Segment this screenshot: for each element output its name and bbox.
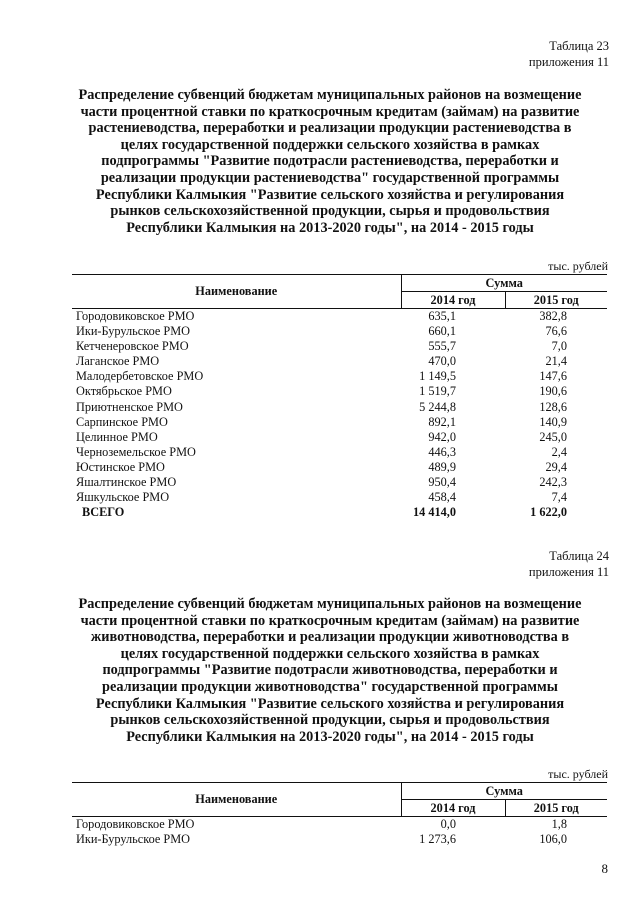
amount-2014: 0,0 <box>440 817 456 831</box>
amount-2014: 1 149,5 <box>419 369 456 384</box>
amount-2015: 382,8 <box>539 309 567 323</box>
appendix-ref: приложения 11 <box>528 55 609 69</box>
amount-2015: 1,8 <box>551 817 567 831</box>
amount-2015: 21,4 <box>545 354 567 369</box>
table-24-label <box>529 548 609 580</box>
table-row <box>72 309 607 325</box>
title-line: Республики Калмыкия "Развитие сельского хозяйства и регулирования <box>95 695 565 712</box>
total-2015: 1 622,0 <box>530 505 567 520</box>
table-number: Таблица 23 <box>549 39 609 53</box>
table-row <box>72 400 607 415</box>
page-number: 8 <box>601 861 608 876</box>
title-line: Республики Калмыкия на 2013-2020 годы", на 2014 - 2015 годы <box>126 219 534 236</box>
table-number: Таблица 24 <box>549 549 609 563</box>
title-line: реализации продукции животноводства" государственной программы <box>102 678 558 695</box>
amount-2014: 635,1 <box>428 309 456 323</box>
column-header-2014: 2014 год <box>401 292 505 309</box>
district-name: Яшкульское РМО <box>76 490 170 505</box>
title-line: рынков сельскохозяйственной продукции, сырья и продовольствия <box>110 203 550 220</box>
district-name: Черноземельское РМО <box>76 444 196 459</box>
table-23-label <box>529 38 609 70</box>
amount-2014: 555,7 <box>428 339 456 354</box>
table-row <box>72 324 607 339</box>
amount-2015: 242,3 <box>539 475 567 490</box>
district-name: Кетченеровское РМО <box>76 339 189 354</box>
units-label: тыс. рублей <box>548 767 608 781</box>
title-line: растениеводства, переработки и реализации продукции растениеводства в <box>88 120 572 137</box>
district-name: Юстинское РМО <box>76 459 165 474</box>
district-name: Яшалтинское РМО <box>76 475 177 490</box>
amount-2014: 1 273,6 <box>419 832 456 847</box>
district-name: Сарпинское РМО <box>76 414 168 429</box>
table-row <box>72 369 607 384</box>
district-name: Октябрьское РМО <box>76 384 172 399</box>
table-row <box>72 445 607 460</box>
amount-2015: 245,0 <box>539 429 567 444</box>
amount-2015: 147,6 <box>539 369 567 384</box>
amount-2015: 140,9 <box>539 414 567 429</box>
amount-2015: 106,0 <box>539 832 567 847</box>
column-header-2015: 2015 год <box>505 292 607 309</box>
title-line: животноводства, переработки и реализации продукции животноводства в <box>90 629 570 646</box>
amount-2014: 470,0 <box>428 354 456 369</box>
table-23 <box>72 274 607 520</box>
column-header-sum: Сумма <box>401 783 607 800</box>
amount-2014: 458,4 <box>428 490 456 505</box>
amount-2014: 660,1 <box>428 324 456 339</box>
amount-2014: 892,1 <box>428 414 456 429</box>
table-23-title <box>60 87 600 236</box>
district-name: Приютненское РМО <box>76 399 183 414</box>
title-line: целях государственной поддержки сельского хозяйства в рамках <box>120 136 540 153</box>
appendix-ref: приложения 11 <box>528 565 609 579</box>
district-name: Целинное РМО <box>76 429 158 444</box>
title-line: Республики Калмыкия "Развитие сельского хозяйства и регулирования <box>95 186 565 203</box>
units-label: тыс. рублей <box>548 259 608 273</box>
title-line: Республики Калмыкия на 2013-2020 годы", на 2014 - 2015 годы <box>126 728 534 745</box>
table-row <box>72 490 607 505</box>
table-row <box>72 339 607 354</box>
title-line: подпрограммы "Развитие подотрасли животноводства, переработки и <box>102 662 558 679</box>
district-name: Городовиковское РМО <box>76 309 195 323</box>
table-row <box>72 384 607 399</box>
total-row <box>72 505 607 520</box>
district-name: Лаганское РМО <box>76 354 160 369</box>
amount-2015: 7,0 <box>551 339 567 354</box>
amount-2015: 128,6 <box>539 399 567 414</box>
amount-2014: 489,9 <box>428 459 456 474</box>
title-line: реализации продукции растениеводства" государственной программы <box>100 169 560 186</box>
total-2014: 14 414,0 <box>412 505 456 520</box>
table-row <box>72 475 607 490</box>
table-24-title <box>60 596 600 745</box>
column-header-name: Наименование <box>72 783 401 817</box>
column-header-sum: Сумма <box>401 275 607 292</box>
amount-2015: 7,4 <box>551 490 567 505</box>
amount-2014: 950,4 <box>428 475 456 490</box>
district-name: Городовиковское РМО <box>76 817 195 831</box>
district-name: Малодербетовское РМО <box>76 369 204 384</box>
title-line: подпрограммы "Развитие подотрасли растениеводства, переработки и <box>101 153 559 170</box>
table-row <box>72 430 607 445</box>
amount-2014: 446,3 <box>428 444 456 459</box>
title-line: целях государственной поддержки сельского хозяйства в рамках <box>120 645 540 662</box>
total-label: ВСЕГО <box>82 505 125 520</box>
column-header-name: Наименование <box>72 275 401 309</box>
amount-2015: 29,4 <box>545 459 567 474</box>
table-row <box>72 415 607 430</box>
table-row <box>72 817 607 833</box>
district-name: Ики-Бурульское РМО <box>76 324 191 339</box>
title-line: Распределение субвенций бюджетам муниципальных районов на возмещение <box>78 87 582 103</box>
title-line: части процентной ставки по краткосрочным кредитам (займам) на развитие <box>80 103 580 120</box>
amount-2015: 2,4 <box>551 444 567 459</box>
title-line: рынков сельскохозяйственной продукции, сырья и продовольствия <box>110 712 550 729</box>
table-row <box>72 354 607 369</box>
table-row <box>72 832 607 847</box>
amount-2014: 1 519,7 <box>419 384 456 399</box>
amount-2015: 76,6 <box>545 324 567 339</box>
title-line: Распределение субвенций бюджетам муниципальных районов на возмещение <box>78 596 582 612</box>
table-24 <box>72 782 607 847</box>
amount-2015: 190,6 <box>539 384 567 399</box>
district-name: Ики-Бурульское РМО <box>76 832 191 847</box>
column-header-2015: 2015 год <box>505 800 607 817</box>
amount-2014: 942,0 <box>428 429 456 444</box>
title-line: части процентной ставки по краткосрочным кредитам (займам) на развитие <box>80 612 580 629</box>
amount-2014: 5 244,8 <box>419 399 456 414</box>
table-row <box>72 460 607 475</box>
column-header-2014: 2014 год <box>401 800 505 817</box>
